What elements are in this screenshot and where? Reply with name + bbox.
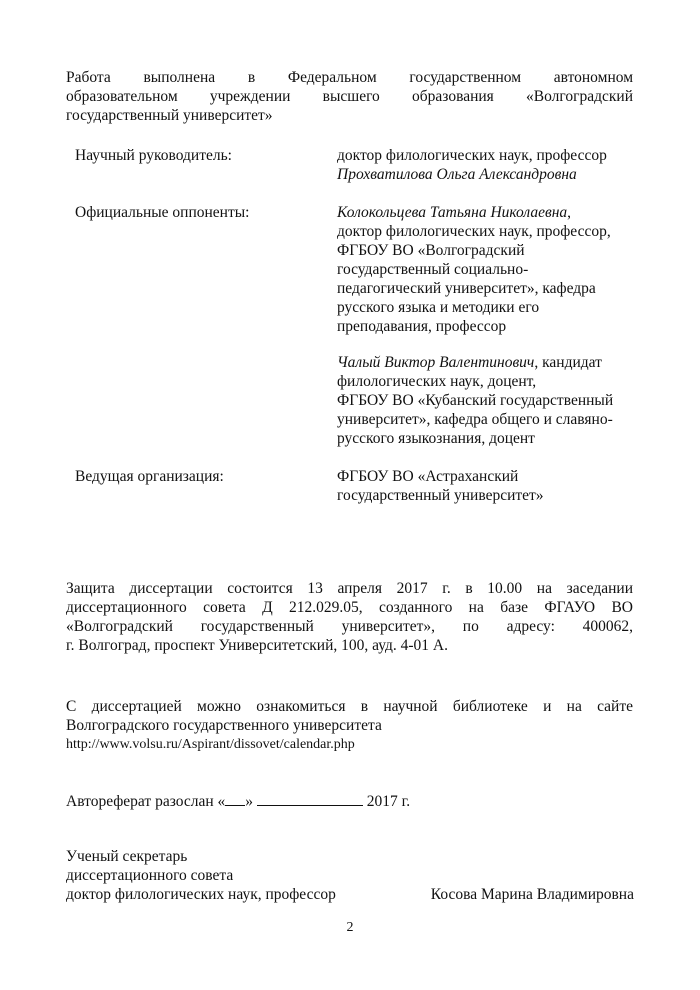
day-blank (225, 791, 245, 806)
intro-line-3: государственный университет» (66, 107, 273, 124)
intro-paragraph (66, 68, 633, 125)
opponent-2-line-3: университет», кафедра общего и славяно- (337, 411, 613, 428)
library-url: http://www.volsu.ru/Aspirant/dissovet/calendar.php (66, 737, 355, 752)
opponent-2-line-2: ФГБОУ ВО «Кубанский государственный (337, 392, 614, 409)
secretary-line-2: диссертационного совета (66, 867, 234, 884)
intro-line-1: Работа выполнена в Федеральном государственном автономном (66, 69, 633, 86)
opponent-1-line-4: педагогический университет», кафедра (337, 280, 596, 297)
opponent-1-info: Колокольцева Татьяна Николаевна, доктор филологических наук, профессор, ФГБОУ ВО «Волгоградский государственный социально- педагогический университет», кафедра русского языка и методики его преподавания, профессор (337, 203, 647, 336)
opponent-1-line-6: преподавания, профессор (337, 318, 507, 335)
abstract-sent-suffix: 2017 г. (366, 793, 411, 810)
defense-line-4: г. Волгоград, проспект Университетский, 100, ауд. 4-01 А. (66, 637, 448, 654)
opponent-1-line-2: ФГБОУ ВО «Волгоградский (337, 242, 525, 259)
month-blank (257, 791, 363, 806)
opponents-label: Официальные оппоненты: (75, 204, 250, 221)
intro-line-2: образовательном учреждении высшего образования «Волгоградский (66, 88, 633, 105)
abstract-sent-middle: » (245, 793, 254, 810)
leading-org-line-2: государственный университет» (337, 487, 544, 504)
secretary-name: Косова Марина Владимировна (430, 886, 634, 903)
abstract-sent-line (66, 791, 633, 811)
opponent-2-name-suffix: , кандидат (534, 354, 602, 371)
defense-paragraph (66, 579, 633, 655)
supervisor-degree: доктор филологических наук, профессор (337, 147, 607, 164)
supervisor-label: Научный руководитель: (75, 147, 232, 164)
secretary-line-3: доктор филологических наук, профессор (66, 886, 336, 903)
opponent-1-line-1: доктор филологических наук, профессор, (337, 223, 611, 240)
supervisor-name: Прохватилова Ольга Александровна (337, 166, 577, 183)
abstract-sent-prefix: Автореферат разослан « (66, 793, 226, 810)
opponent-1-name: Колокольцева Татьяна Николаевна (337, 204, 568, 221)
defense-line-1: Защита диссертации состоится 13 апреля 2017 г. в 10.00 на заседании (66, 580, 633, 597)
supervisor-info (337, 146, 647, 184)
library-line-1: С диссертацией можно ознакомиться в научной библиотеке и на сайте (66, 698, 633, 715)
leading-org-info (337, 467, 647, 505)
opponent-1-line-3: государственный социально- (337, 261, 529, 278)
defense-line-3: «Волгоградский государственный университет», по адресу: 400062, (66, 618, 633, 635)
opponent-2-line-1: филологических наук, доцент, (337, 373, 537, 390)
opponent-2-info (337, 353, 647, 448)
library-paragraph (66, 697, 633, 754)
defense-line-2: диссертационного совета Д 212.029.05, созданного на базе ФГАУО ВО (66, 599, 633, 616)
secretary-block (66, 847, 396, 904)
opponent-1-line-5: русского языка и методики его (337, 299, 540, 316)
leading-org-line-1: ФГБОУ ВО «Астраханский (337, 468, 519, 485)
page-number: 2 (346, 920, 354, 935)
library-line-2: Волгоградского государственного университета (66, 717, 382, 734)
secretary-line-1: Ученый секретарь (66, 848, 188, 865)
opponent-2-line-4: русского языкознания, доцент (337, 430, 535, 447)
leading-org-label: Ведущая организация: (75, 468, 224, 485)
opponent-2-name: Чалый Виктор Валентинович (337, 354, 535, 371)
